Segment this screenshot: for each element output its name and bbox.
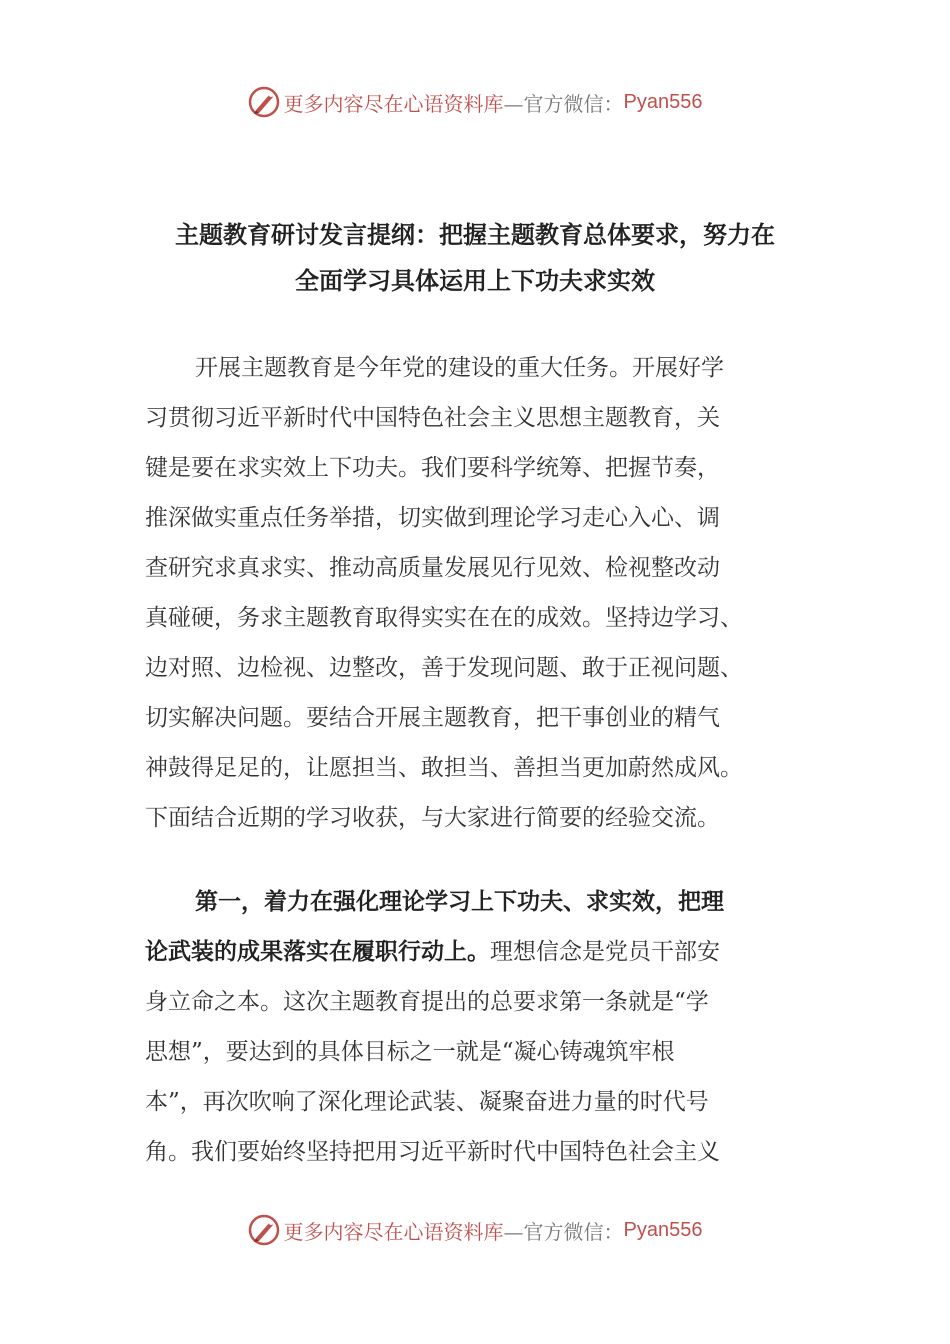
document-title	[140, 212, 810, 304]
text-line	[145, 927, 800, 977]
text-fragment: 理想信念是党员干部安	[490, 939, 720, 965]
footer-watermark	[0, 1210, 950, 1250]
text-line: 切实解决问题。要结合开展主题教育，把干事创业的精气	[145, 705, 720, 731]
text-line: 键是要在求实效上下功夫。我们要科学统筹、把握节奏，	[145, 455, 720, 481]
text-line: 查研究求真求实、推动高质量发展见行见效、检视整改动	[145, 555, 720, 581]
text-line: 推深做实重点任务举措，切实做到理论学习走心入心、调	[145, 505, 720, 531]
text-line: 真碰硬，务求主题教育取得实实在在的成效。坚持边学习、	[145, 605, 743, 631]
section-heading-line-2: 论武装的成果落实在履职行动上。	[145, 939, 490, 965]
text-line: 下面结合近期的学习收获，与大家进行简要的经验交流。	[145, 805, 720, 831]
title-line-1: 主题教育研讨发言提纲：把握主题教育总体要求，努力在	[175, 221, 775, 249]
pen-logo-icon	[248, 1214, 280, 1246]
title-line-2: 全面学习具体运用上下功夫求实效	[295, 267, 655, 295]
watermark-wechat-id: Pyan556	[623, 90, 703, 113]
section-heading-line-1: 第一，着力在强化理论学习上下功夫、求实效，把理	[195, 889, 724, 915]
pen-logo-icon	[248, 86, 280, 118]
text-line: 身立命之本。这次主题教育提出的总要求第一条就是“学	[145, 989, 709, 1015]
text-line: 神鼓得足足的，让愿担当、敢担当、善担当更加蔚然成风。	[145, 755, 743, 781]
header-watermark	[0, 82, 950, 122]
text-line: 边对照、边检视、边整改，善于发现问题、敢于正视问题、	[145, 655, 743, 681]
text-line: 本”，再次吹响了深化理论武装、凝聚奋进力量的时代号	[145, 1089, 709, 1115]
text-line: 思想”，要达到的具体目标之一就是“凝心铸魂筑牢根	[145, 1039, 675, 1065]
watermark-library-text: 更多内容尽在心语资料库	[283, 91, 504, 116]
text-line: 开展主题教育是今年党的建设的重大任务。开展好学	[195, 355, 724, 381]
watermark-library-text: 更多内容尽在心语资料库	[283, 1219, 504, 1244]
text-line: 习贯彻习近平新时代中国特色社会主义思想主题教育，关	[145, 405, 720, 431]
text-line: 角。我们要始终坚持把用习近平新时代中国特色社会主义	[145, 1139, 720, 1165]
watermark-wechat-id: Pyan556	[623, 1218, 703, 1241]
watermark-wechat-label: —官方微信：	[503, 91, 624, 116]
paragraph-section-one	[145, 877, 800, 1177]
watermark-wechat-label: —官方微信：	[503, 1219, 624, 1244]
paragraph-intro	[145, 343, 800, 843]
